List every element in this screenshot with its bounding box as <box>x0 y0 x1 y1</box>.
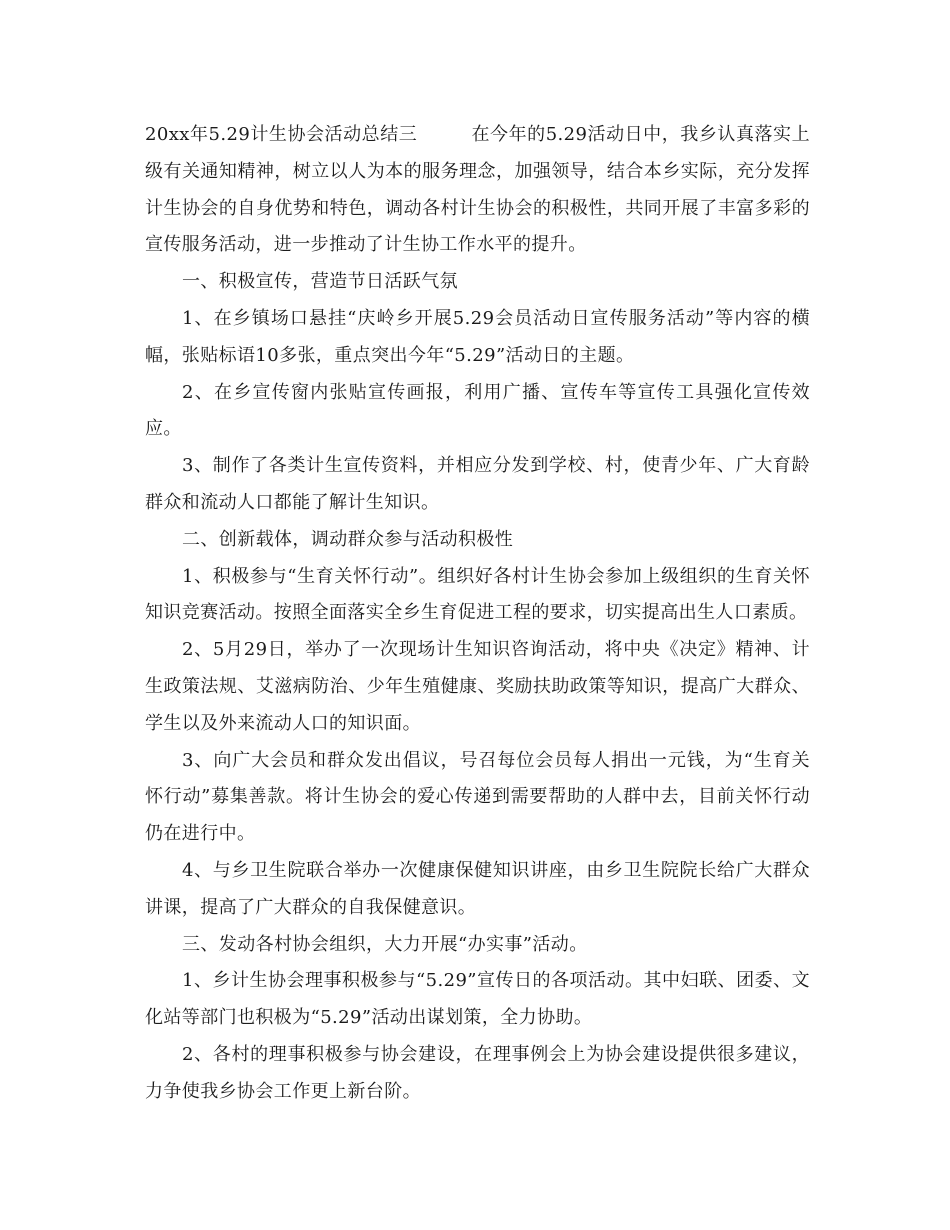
section-heading-3: 三、发动各村协会组织，大力开展“办实事”活动。 <box>182 933 588 955</box>
body-paragraph: 3、制作了各类计生宣传资料，并相应分发到学校、村，使青少年、广大育龄群众和流动人口都能了解计生知识。 <box>145 455 810 513</box>
body-paragraph: 2、在乡宣传窗内张贴宣传画报，利用广播、宣传车等宣传工具强化宣传效应。 <box>145 381 810 440</box>
body-paragraph: 4、与乡卫生院联合举办一次健康保健知识讲座，由乡卫生院院长给广大群众讲课，提高了广大群众的自我保健意识。 <box>145 859 810 918</box>
intro-text: 在今年的5.29活动日中，我乡认真落实上级有关通知精神，树立以人为本的服务理念，加强领导，结合本乡实际，充分发挥计生协会的自身优势和特色，调动各村计生协会的积极性，共同开展了丰富多彩的宣传服务活动，进一步推动了计生协工作水平的提升。 <box>145 124 811 256</box>
section-heading-2: 二、创新载体，调动群众参与活动积极性 <box>182 528 514 550</box>
document-body <box>145 117 810 1111</box>
intro-paragraph <box>145 117 810 264</box>
body-paragraph: 1、乡计生协会理事积极参与“5.29”宣传日的各项活动。其中妇联、团委、文化站等部门也积极为“5.29”活动出谋划策，全力协助。 <box>145 970 810 1029</box>
body-paragraph: 1、积极参与“生育关怀行动”。组织好各村计生协会参加上级组织的生育关怀知识竞赛活动。按照全面落实全乡生育促进工程的要求，切实提高出生人口素质。 <box>145 565 810 624</box>
body-paragraph: 2、5月29日，举办了一次现场计生知识咨询活动，将中央《决定》精神、计生政策法规、艾滋病防治、少年生殖健康、奖励扶助政策等知识，提高广大群众、学生以及外来流动人口的知识面。 <box>145 639 810 734</box>
body-paragraph: 3、向广大会员和群众发出倡议，号召每位会员每人捐出一元钱，为“生育关怀行动”募集善款。将计生协会的爱心传递到需要帮助的人群中去，目前关怀行动仍在进行中。 <box>145 749 810 845</box>
body-paragraph: 2、各村的理事积极参与协会建设，在理事例会上为协会建设提供很多建议，力争使我乡协会工作更上新台阶。 <box>145 1043 810 1102</box>
section-heading-1: 一、积极宣传，营造节日活跃气氛 <box>182 271 458 293</box>
document-title: 20xx年5.29计生协会活动总结三 <box>145 124 418 145</box>
body-paragraph: 1、在乡镇场口悬挂“庆岭乡开展5.29会员活动日宣传服务活动”等内容的横幅，张贴标语10多张，重点突出今年“5.29”活动日的主题。 <box>145 307 810 366</box>
